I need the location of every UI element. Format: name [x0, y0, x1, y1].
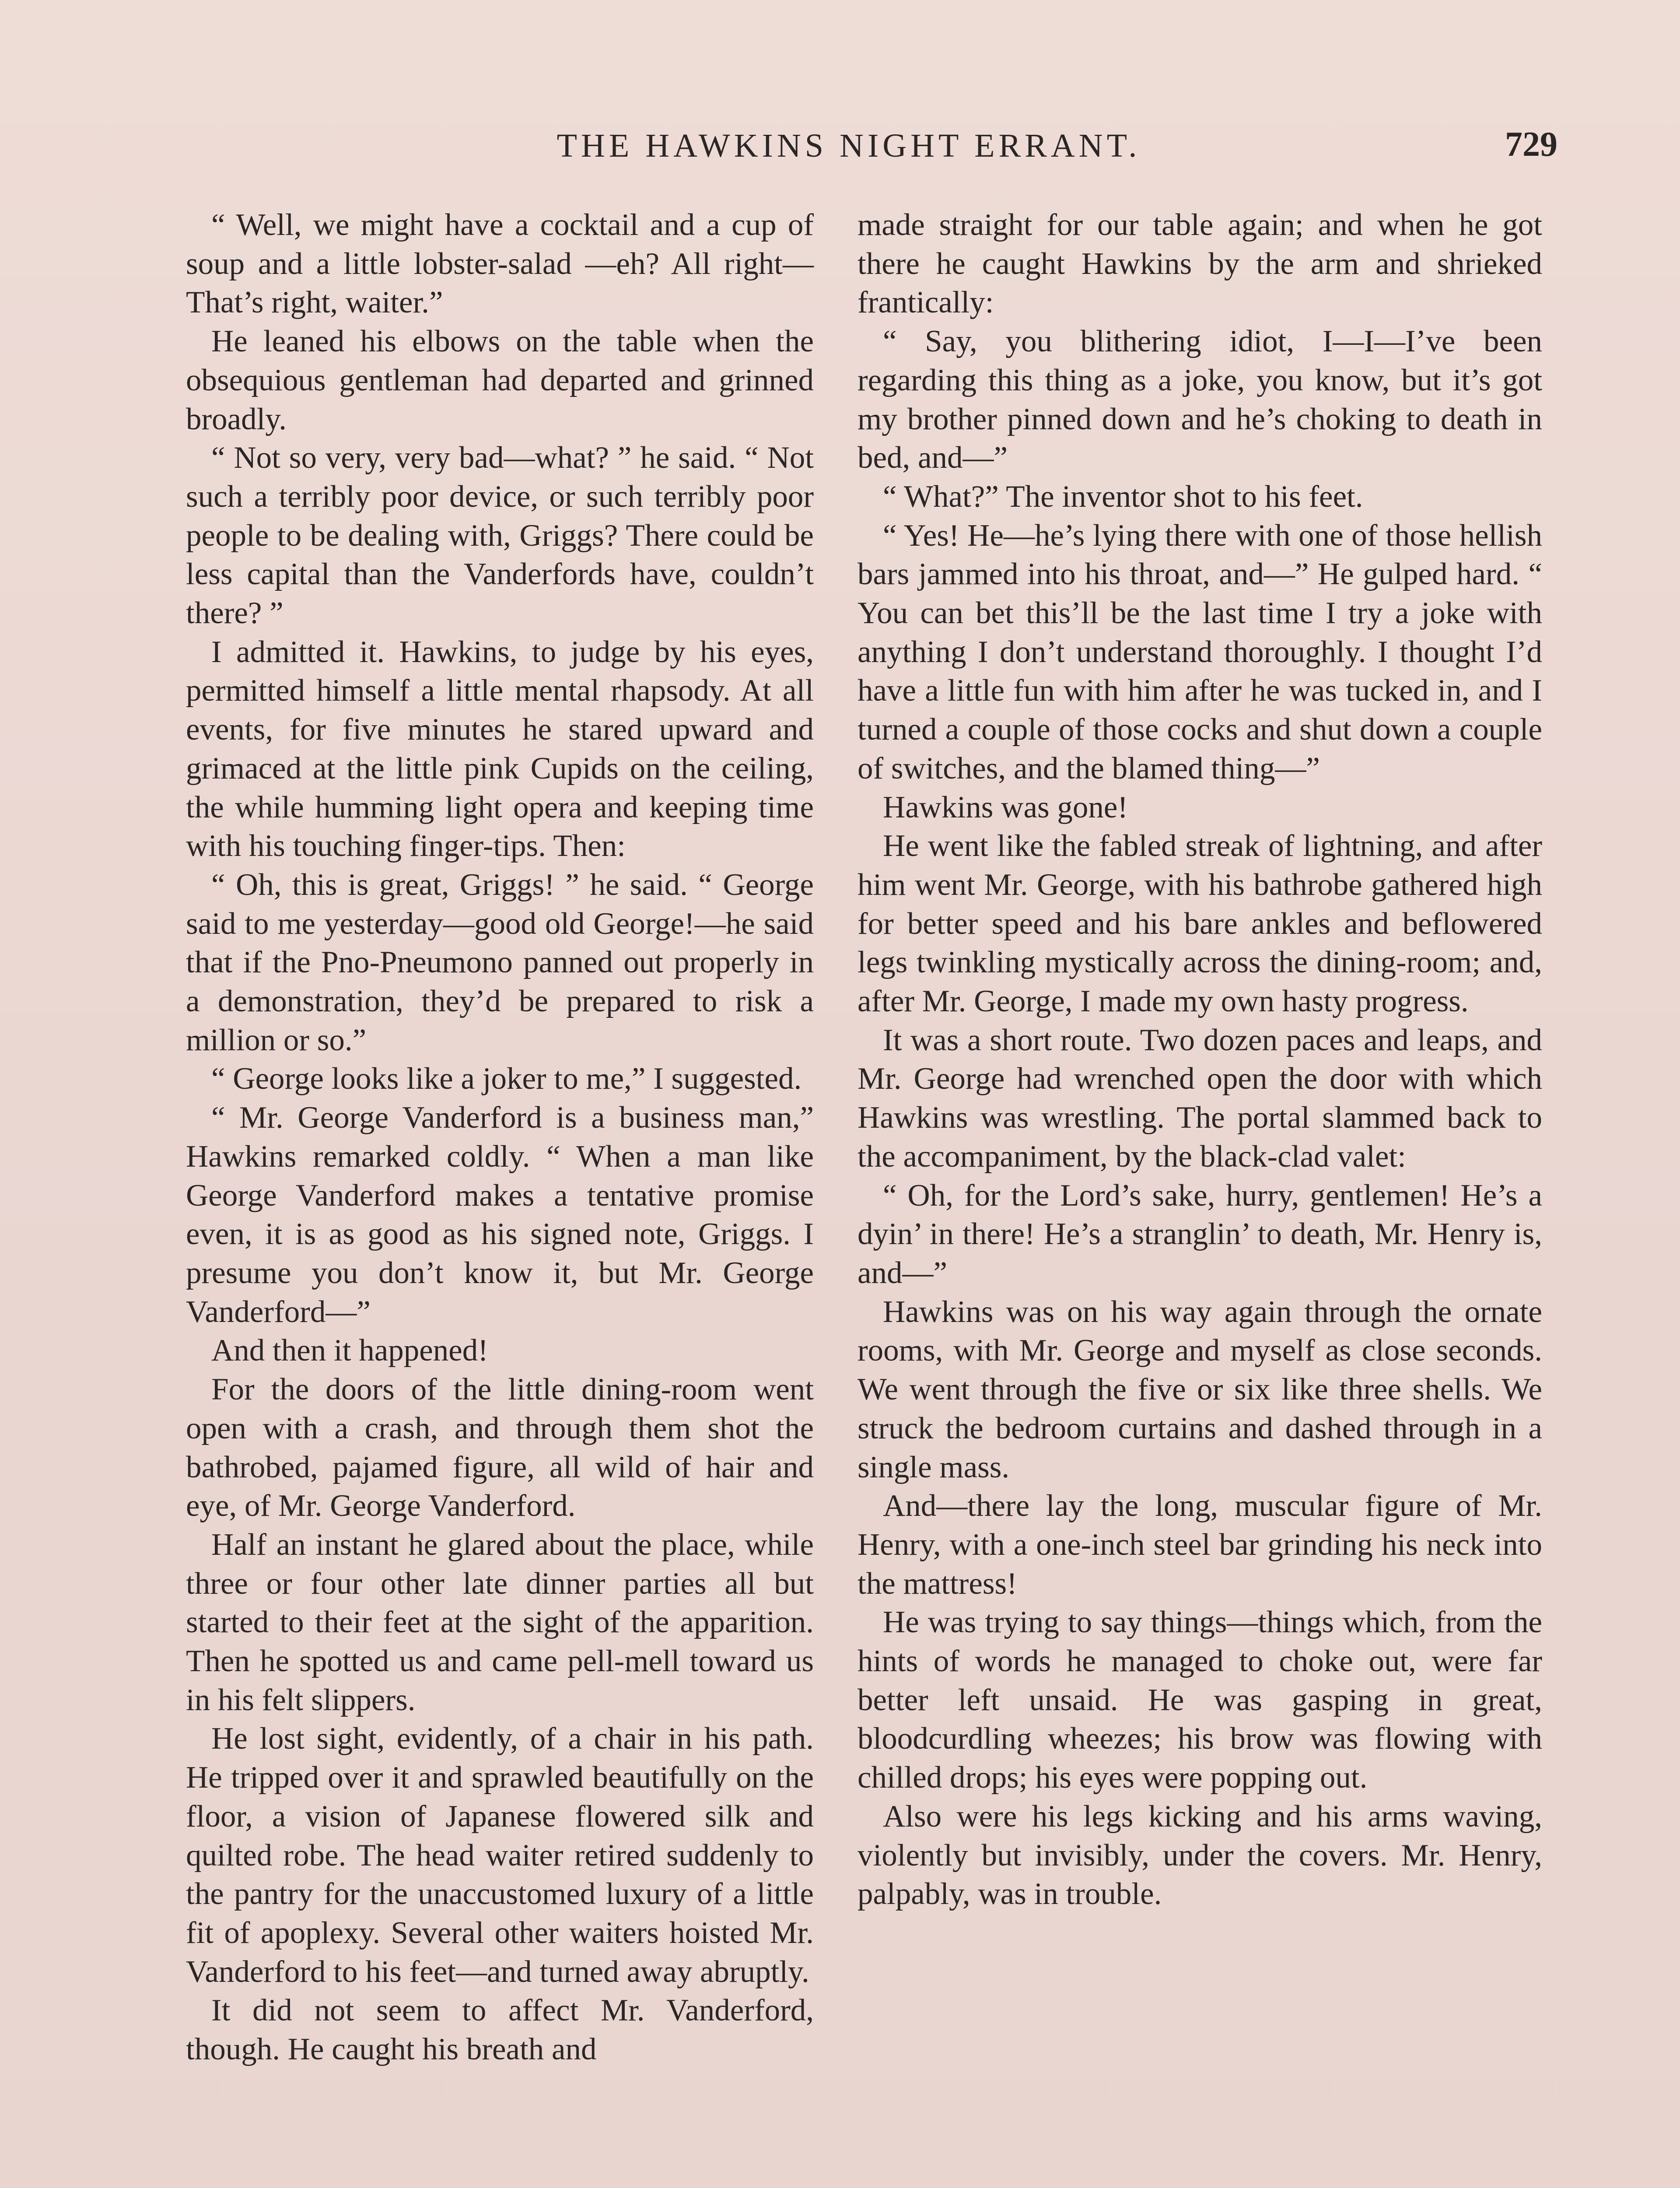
running-head-title: THE HAWKINS NIGHT ERRANT. [556, 127, 1141, 164]
paragraph: “ Well, we might have a cocktail and a cup of soup and a little lobster-salad —eh? All right— That’s right, waiter.” [186, 208, 814, 320]
paragraph: And then it happened! [211, 1333, 488, 1368]
page-number: 729 [1505, 125, 1558, 164]
paragraph: For the doors of the little dining-room went open with a crash, and through them shot the bathrobed, pajamed figure, all wild of hair and eye, of Mr. George Vanderford. [186, 1372, 814, 1523]
paragraph: He went like the fabled streak of lightning, and after him went Mr. George, with his bathrobe gathered high for better speed and his bare ankles and beflowered legs twinkling mystically across the dining-room; and, after Mr. George, I made my own hasty progress. [858, 829, 1542, 1019]
paragraph: Hawkins was gone! [883, 790, 1128, 824]
paragraph: “ Yes! He—he’s lying there with one of those hellish bars jammed into his throat, and—” He gulped hard. “ You can bet this’ll be the last time I try a joke with anything I don’t understand thoroughly. I thought I’d have a little fun with him after he was tucked in, and I turned a couple of those cocks and shut down a couple of switches, and the blamed thing—” [858, 518, 1542, 785]
paragraph: Hawkins was on his way again through the ornate rooms, with Mr. George and myself as close seconds. We went through the five or six like three shells. We struck the bedroom curtains and dashed through in a single mass. [858, 1294, 1542, 1484]
paragraph: He leaned his elbows on the table when the obsequious gentleman had departed and grinned broadly. [186, 324, 814, 436]
paragraph: It did not seem to affect Mr. Vanderford, though. He caught his breath and [186, 1993, 814, 2067]
paragraph: And—there lay the long, muscular figure of Mr. Henry, with a one-inch steel bar grinding his neck into the mattress! [858, 1489, 1542, 1601]
paragraph: “ Say, you blithering idiot, I—I—I’ve been regarding this thing as a joke, you know, but it’s got my brother pinned down and he’s choking to death in bed, and—” [858, 324, 1542, 475]
paragraph: “ What?” The inventor shot to his feet. [883, 479, 1363, 514]
paragraph: I admitted it. Hawkins, to judge by his eyes, permitted himself a little mental rhapsody. At all events, for five minutes he stared upward and grimaced at the little pink Cupids on the ceiling, the while humming light opera and keeping time with his touching finger-tips. Then: [186, 635, 814, 863]
paragraph: Half an instant he glared about the place, while three or four other late dinner parties all but started to their feet at the sight of the apparition. Then he spotted us and came pell-mell toward us in his felt slippers. [186, 1527, 814, 1717]
paragraph: “ George looks like a joker to me,” I suggested. [211, 1062, 802, 1096]
paragraph: “ Oh, this is great, Griggs! ” he said. “ George said to me yesterday—good old George!—he said that if the Pno-Pneumono panned out properly in a demonstration, they’d be prepared to risk a million or so.” [186, 867, 814, 1057]
paragraph: He was trying to say things—things which, from the hints of words he managed to choke out, were far better left unsaid. He was gasping in great, bloodcurdling wheezes; his brow was flowing with chilled drops; his eyes were popping out. [858, 1605, 1542, 1795]
right-text-column [858, 206, 1542, 1914]
paragraph: It was a short route. Two dozen paces and leaps, and Mr. George had wrenched open the door with which Hawkins was wrestling. The portal slammed back to the accompaniment, by the black-clad valet: [858, 1023, 1542, 1174]
paragraph: “ Not so very, very bad—what? ” he said. “ Not such a terribly poor device, or such terribly poor people to be dealing with, Griggs? There could be less capital than the Vanderfords have, couldn’t there? ” [186, 441, 814, 631]
paragraph: He lost sight, evidently, of a chair in his path. He tripped over it and sprawled beautifully on the floor, a vision of Japanese flowered silk and quilted robe. The head waiter retired suddenly to the pantry for the unaccustomed luxury of a little fit of apoplexy. Several other waiters hoisted Mr. Vanderford to his feet—and turned away abruptly. [186, 1722, 814, 1989]
paragraph: made straight for our table again; and when he got there he caught Hawkins by the arm and shrieked frantically: [858, 208, 1542, 320]
left-text-column [186, 206, 814, 2069]
paragraph: “ Oh, for the Lord’s sake, hurry, gentlemen! He’s a dyin’ in there! He’s a stranglin’ to death, Mr. Henry is, and—” [858, 1178, 1542, 1290]
paragraph: “ Mr. George Vanderford is a business man,” Hawkins remarked coldly. “ When a man like George Vanderford makes a tentative promise even, it is as good as his signed note, Griggs. I presume you don’t know it, but Mr. George Vanderford—” [186, 1101, 814, 1329]
paragraph: Also were his legs kicking and his arms waving, violently but invisibly, under the covers. Mr. Henry, palpably, was in trouble. [858, 1799, 1542, 1911]
